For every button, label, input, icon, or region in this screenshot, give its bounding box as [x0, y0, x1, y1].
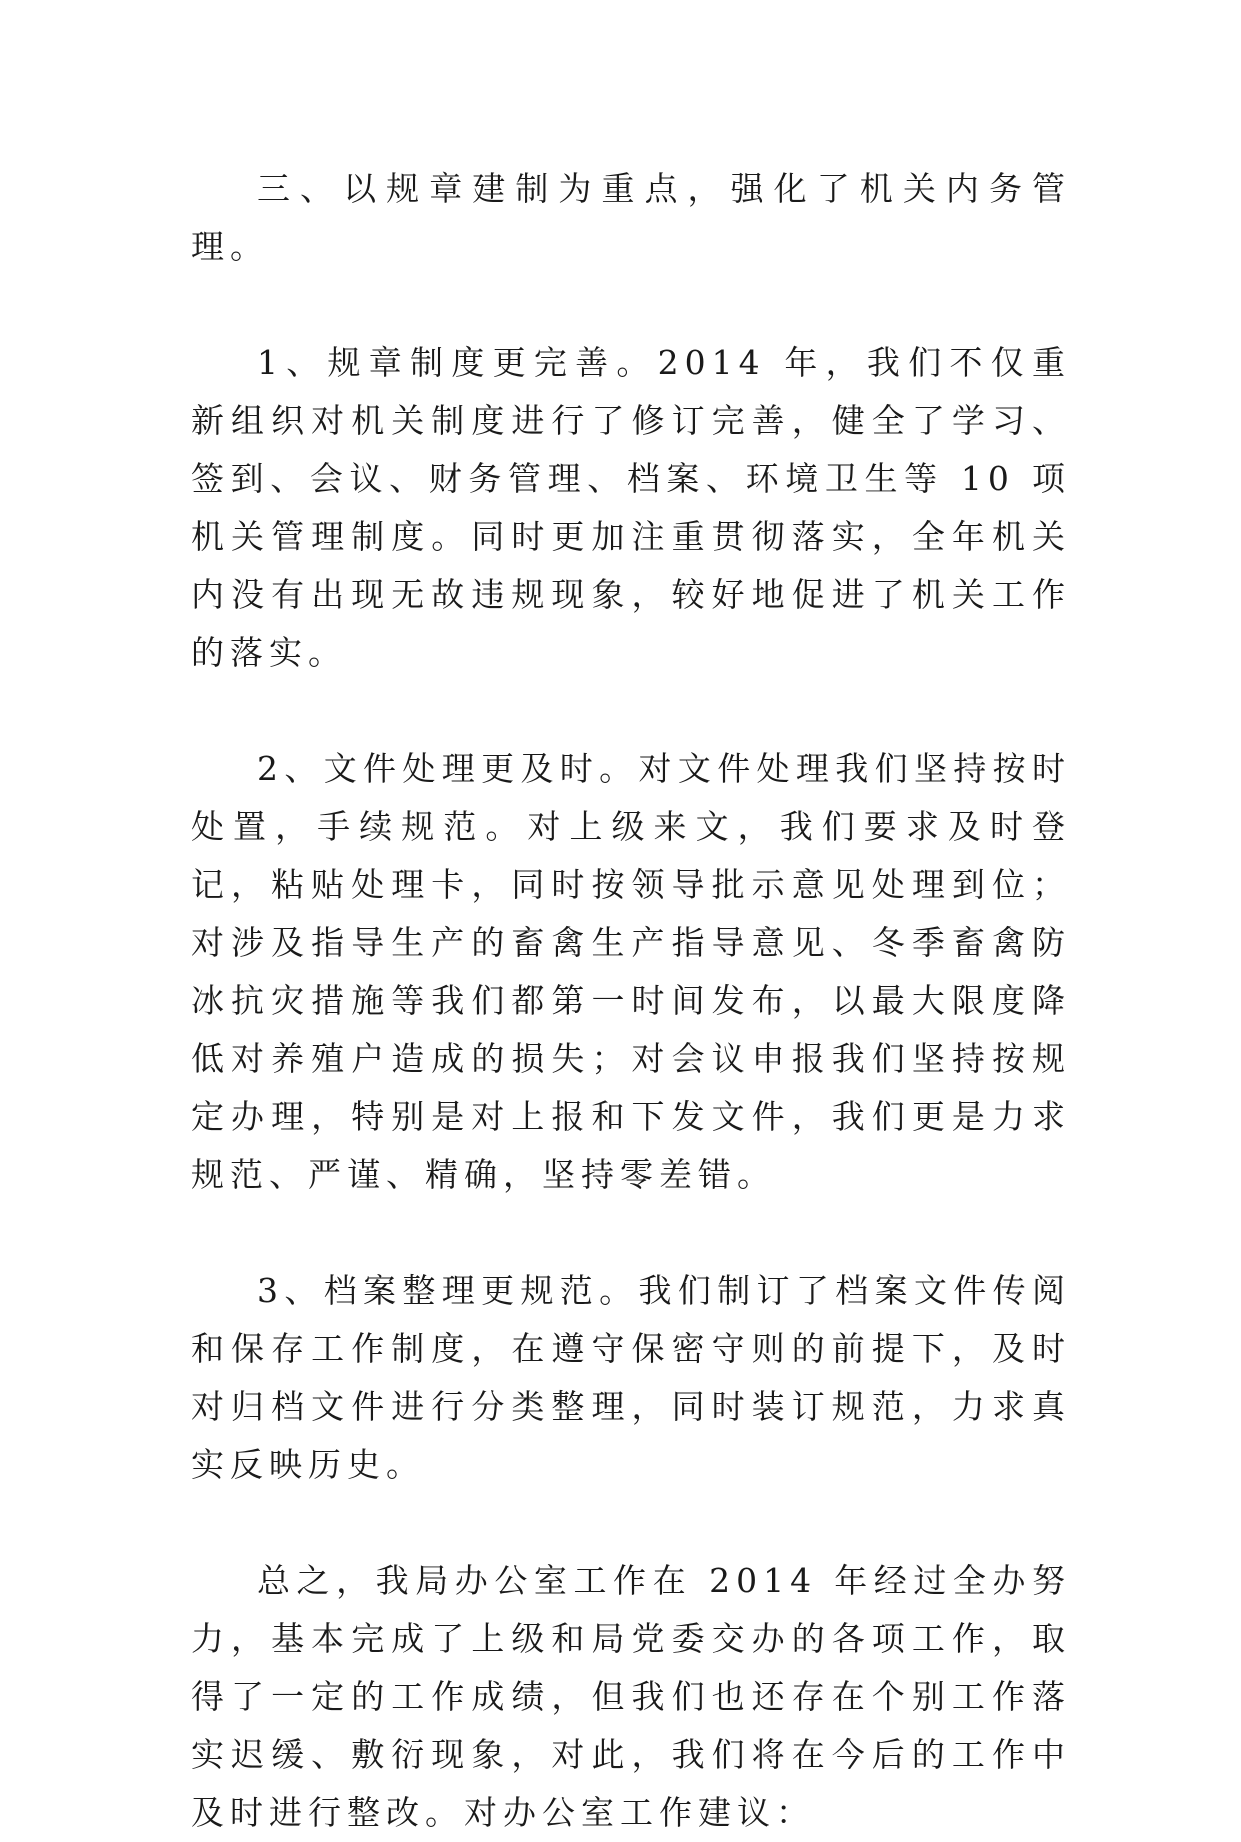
paragraph-rules: 1、规章制度更完善。2014 年，我们不仅重新组织对机关制度进行了修订完善，健全了学习、签到、会议、财务管理、档案、环境卫生等 10 项机关管理制度。同时更加注重贯彻落实，全年机关内没有出现无故违规现象，较好地促进了机关工作的落实。 [191, 343, 1071, 672]
paragraph-archives: 3、档案整理更规范。我们制订了档案文件传阅和保存工作制度，在遵守保密守则的前提下，及时对归档文件进行分类整理，同时装订规范，力求真实反映历史。 [191, 1271, 1071, 1484]
paragraph-spacer [191, 1494, 1071, 1552]
paragraph-spacer [191, 682, 1071, 740]
paragraph-documents: 2、文件处理更及时。对文件处理我们坚持按时处置，手续规范。对上级来文，我们要求及时登记，粘贴处理卡，同时按领导批示意见处理到位；对涉及指导生产的畜禽生产指导意见、冬季畜禽防冰抗灾措施等我们都第一时间发布，以最大限度降低对养殖户造成的损失；对会议申报我们坚持按规定办理，特别是对上报和下发文件，我们更是力求规范、严谨、精确，坚持零差错。 [191, 749, 1071, 1194]
paragraph-spacer [191, 1204, 1071, 1262]
document-body [191, 160, 1071, 1842]
paragraph-summary: 总之，我局办公室工作在 2014 年经过全办努力，基本完成了上级和局党委交办的各项工作，取得了一定的工作成绩，但我们也还存在个别工作落实迟缓、敷衍现象，对此，我们将在今后的工作中及时进行整改。对办公室工作建议： [191, 1561, 1071, 1832]
paragraph-spacer [191, 276, 1071, 334]
section-heading: 三、以规章建制为重点，强化了机关内务管理。 [191, 169, 1071, 266]
